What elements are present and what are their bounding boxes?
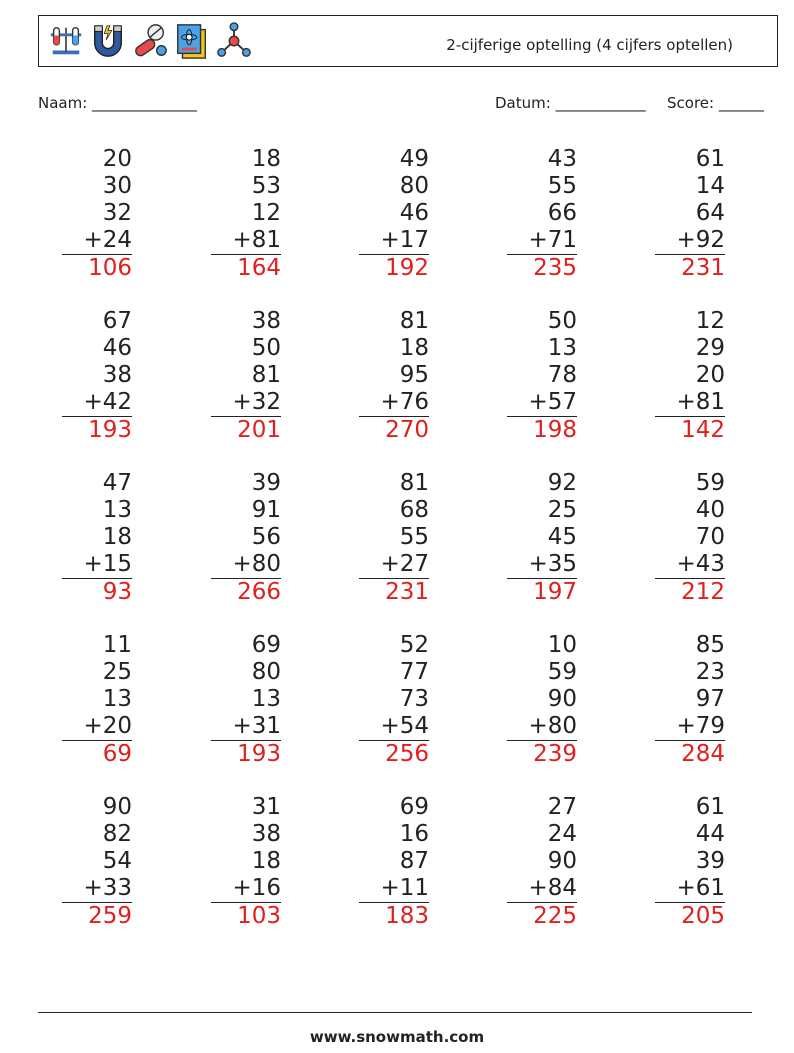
addition-problem <box>655 470 725 606</box>
addition-problem <box>359 308 429 444</box>
sum-answer: 193 <box>88 417 132 443</box>
last-addend: +61 <box>655 875 725 903</box>
addend: 14 <box>695 173 725 199</box>
addend: 39 <box>695 848 725 874</box>
sum-answer: 259 <box>88 903 132 929</box>
addend: 31 <box>251 794 281 820</box>
addition-problem <box>359 794 429 930</box>
last-addend: +42 <box>62 389 132 417</box>
last-addend: +92 <box>655 227 725 255</box>
addend: 50 <box>547 308 577 334</box>
addend: 50 <box>251 335 281 361</box>
addend: 25 <box>547 497 577 523</box>
addend: 43 <box>547 146 577 172</box>
addend: 46 <box>399 200 429 226</box>
addend: 81 <box>251 362 281 388</box>
sum-answer: 284 <box>681 741 725 767</box>
addend: 23 <box>695 659 725 685</box>
last-addend: +80 <box>211 551 281 579</box>
addend: 85 <box>695 632 725 658</box>
addend: 53 <box>251 173 281 199</box>
last-addend: +79 <box>655 713 725 741</box>
addition-problem <box>507 146 577 282</box>
last-addend: +31 <box>211 713 281 741</box>
addend: 78 <box>547 362 577 388</box>
addend: 18 <box>251 848 281 874</box>
addend: 70 <box>695 524 725 550</box>
worksheet-title: 2-cijferige optelling (4 cijfers optellen) <box>446 36 733 54</box>
addend: 77 <box>399 659 429 685</box>
addition-problem <box>62 470 132 606</box>
addition-problem <box>62 632 132 768</box>
addend: 67 <box>102 308 132 334</box>
sum-answer: 164 <box>237 255 281 281</box>
addend: 32 <box>102 200 132 226</box>
addition-problem <box>359 146 429 282</box>
addend: 18 <box>399 335 429 361</box>
addend: 91 <box>251 497 281 523</box>
addend: 13 <box>251 686 281 712</box>
addend: 45 <box>547 524 577 550</box>
addend: 12 <box>251 200 281 226</box>
addition-problem <box>211 308 281 444</box>
addition-problem <box>359 632 429 768</box>
sum-answer: 142 <box>681 417 725 443</box>
addend: 90 <box>102 794 132 820</box>
sum-answer: 69 <box>102 741 132 767</box>
addend: 81 <box>399 308 429 334</box>
addend: 80 <box>399 173 429 199</box>
sum-answer: 270 <box>385 417 429 443</box>
addition-problem <box>211 146 281 282</box>
addend: 13 <box>547 335 577 361</box>
addend: 29 <box>695 335 725 361</box>
addition-problem <box>655 632 725 768</box>
addition-problem <box>359 470 429 606</box>
addend: 55 <box>399 524 429 550</box>
last-addend: +20 <box>62 713 132 741</box>
addend: 90 <box>547 686 577 712</box>
sum-answer: 239 <box>533 741 577 767</box>
last-addend: +76 <box>359 389 429 417</box>
addition-problem <box>507 794 577 930</box>
addend: 61 <box>695 794 725 820</box>
addition-problem <box>507 632 577 768</box>
addend: 56 <box>251 524 281 550</box>
sum-answer: 198 <box>533 417 577 443</box>
addend: 59 <box>547 659 577 685</box>
last-addend: +15 <box>62 551 132 579</box>
last-addend: +80 <box>507 713 577 741</box>
addition-problem <box>62 146 132 282</box>
last-addend: +17 <box>359 227 429 255</box>
sum-answer: 212 <box>681 579 725 605</box>
addend: 13 <box>102 686 132 712</box>
addend: 95 <box>399 362 429 388</box>
addend: 24 <box>547 821 577 847</box>
addend: 40 <box>695 497 725 523</box>
addend: 18 <box>251 146 281 172</box>
addend: 20 <box>695 362 725 388</box>
addend: 87 <box>399 848 429 874</box>
addition-problem <box>62 794 132 930</box>
sum-answer: 103 <box>237 903 281 929</box>
addend: 30 <box>102 173 132 199</box>
last-addend: +33 <box>62 875 132 903</box>
last-addend: +11 <box>359 875 429 903</box>
addend: 61 <box>695 146 725 172</box>
last-addend: +35 <box>507 551 577 579</box>
addend: 68 <box>399 497 429 523</box>
name-field: Naam: ______________ <box>38 94 198 112</box>
addition-problem <box>507 470 577 606</box>
sum-answer: 205 <box>681 903 725 929</box>
sum-answer: 193 <box>237 741 281 767</box>
sum-answer: 231 <box>681 255 725 281</box>
addend: 69 <box>251 632 281 658</box>
last-addend: +81 <box>655 389 725 417</box>
addition-problem <box>507 308 577 444</box>
addend: 46 <box>102 335 132 361</box>
footer-site: www.snowmath.com <box>309 1028 485 1046</box>
addition-problem <box>655 146 725 282</box>
footer-divider <box>38 1012 752 1013</box>
sum-answer: 197 <box>533 579 577 605</box>
addend: 16 <box>399 821 429 847</box>
last-addend: +16 <box>211 875 281 903</box>
addend: 10 <box>547 632 577 658</box>
last-addend: +84 <box>507 875 577 903</box>
sum-answer: 231 <box>385 579 429 605</box>
last-addend: +81 <box>211 227 281 255</box>
addend: 82 <box>102 821 132 847</box>
addition-problem <box>211 470 281 606</box>
addend: 38 <box>251 821 281 847</box>
last-addend: +32 <box>211 389 281 417</box>
addend: 38 <box>251 308 281 334</box>
addend: 92 <box>547 470 577 496</box>
addition-problem <box>655 794 725 930</box>
addend: 64 <box>695 200 725 226</box>
last-addend: +43 <box>655 551 725 579</box>
sum-answer: 235 <box>533 255 577 281</box>
addend: 12 <box>695 308 725 334</box>
addition-problem <box>62 308 132 444</box>
addend: 97 <box>695 686 725 712</box>
addend: 49 <box>399 146 429 172</box>
addend: 27 <box>547 794 577 820</box>
sum-answer: 266 <box>237 579 281 605</box>
addend: 20 <box>102 146 132 172</box>
addend: 55 <box>547 173 577 199</box>
last-addend: +54 <box>359 713 429 741</box>
addend: 81 <box>399 470 429 496</box>
addend: 52 <box>399 632 429 658</box>
addend: 39 <box>251 470 281 496</box>
sum-answer: 106 <box>88 255 132 281</box>
addend: 80 <box>251 659 281 685</box>
addition-problem <box>655 308 725 444</box>
addition-problem <box>211 632 281 768</box>
addend: 69 <box>399 794 429 820</box>
score-field: Score: ______ <box>667 94 764 112</box>
addend: 66 <box>547 200 577 226</box>
addend: 54 <box>102 848 132 874</box>
addend: 18 <box>102 524 132 550</box>
sum-answer: 183 <box>385 903 429 929</box>
last-addend: +71 <box>507 227 577 255</box>
addend: 47 <box>102 470 132 496</box>
addend: 13 <box>102 497 132 523</box>
addend: 44 <box>695 821 725 847</box>
last-addend: +27 <box>359 551 429 579</box>
last-addend: +24 <box>62 227 132 255</box>
addend: 90 <box>547 848 577 874</box>
sum-answer: 93 <box>102 579 132 605</box>
addend: 25 <box>102 659 132 685</box>
last-addend: +57 <box>507 389 577 417</box>
addend: 38 <box>102 362 132 388</box>
sum-answer: 256 <box>385 741 429 767</box>
date-field: Datum: ____________ <box>495 94 646 112</box>
sum-answer: 225 <box>533 903 577 929</box>
addition-problem <box>211 794 281 930</box>
sum-answer: 192 <box>385 255 429 281</box>
addend: 11 <box>102 632 132 658</box>
sum-answer: 201 <box>237 417 281 443</box>
addend: 73 <box>399 686 429 712</box>
addend: 59 <box>695 470 725 496</box>
